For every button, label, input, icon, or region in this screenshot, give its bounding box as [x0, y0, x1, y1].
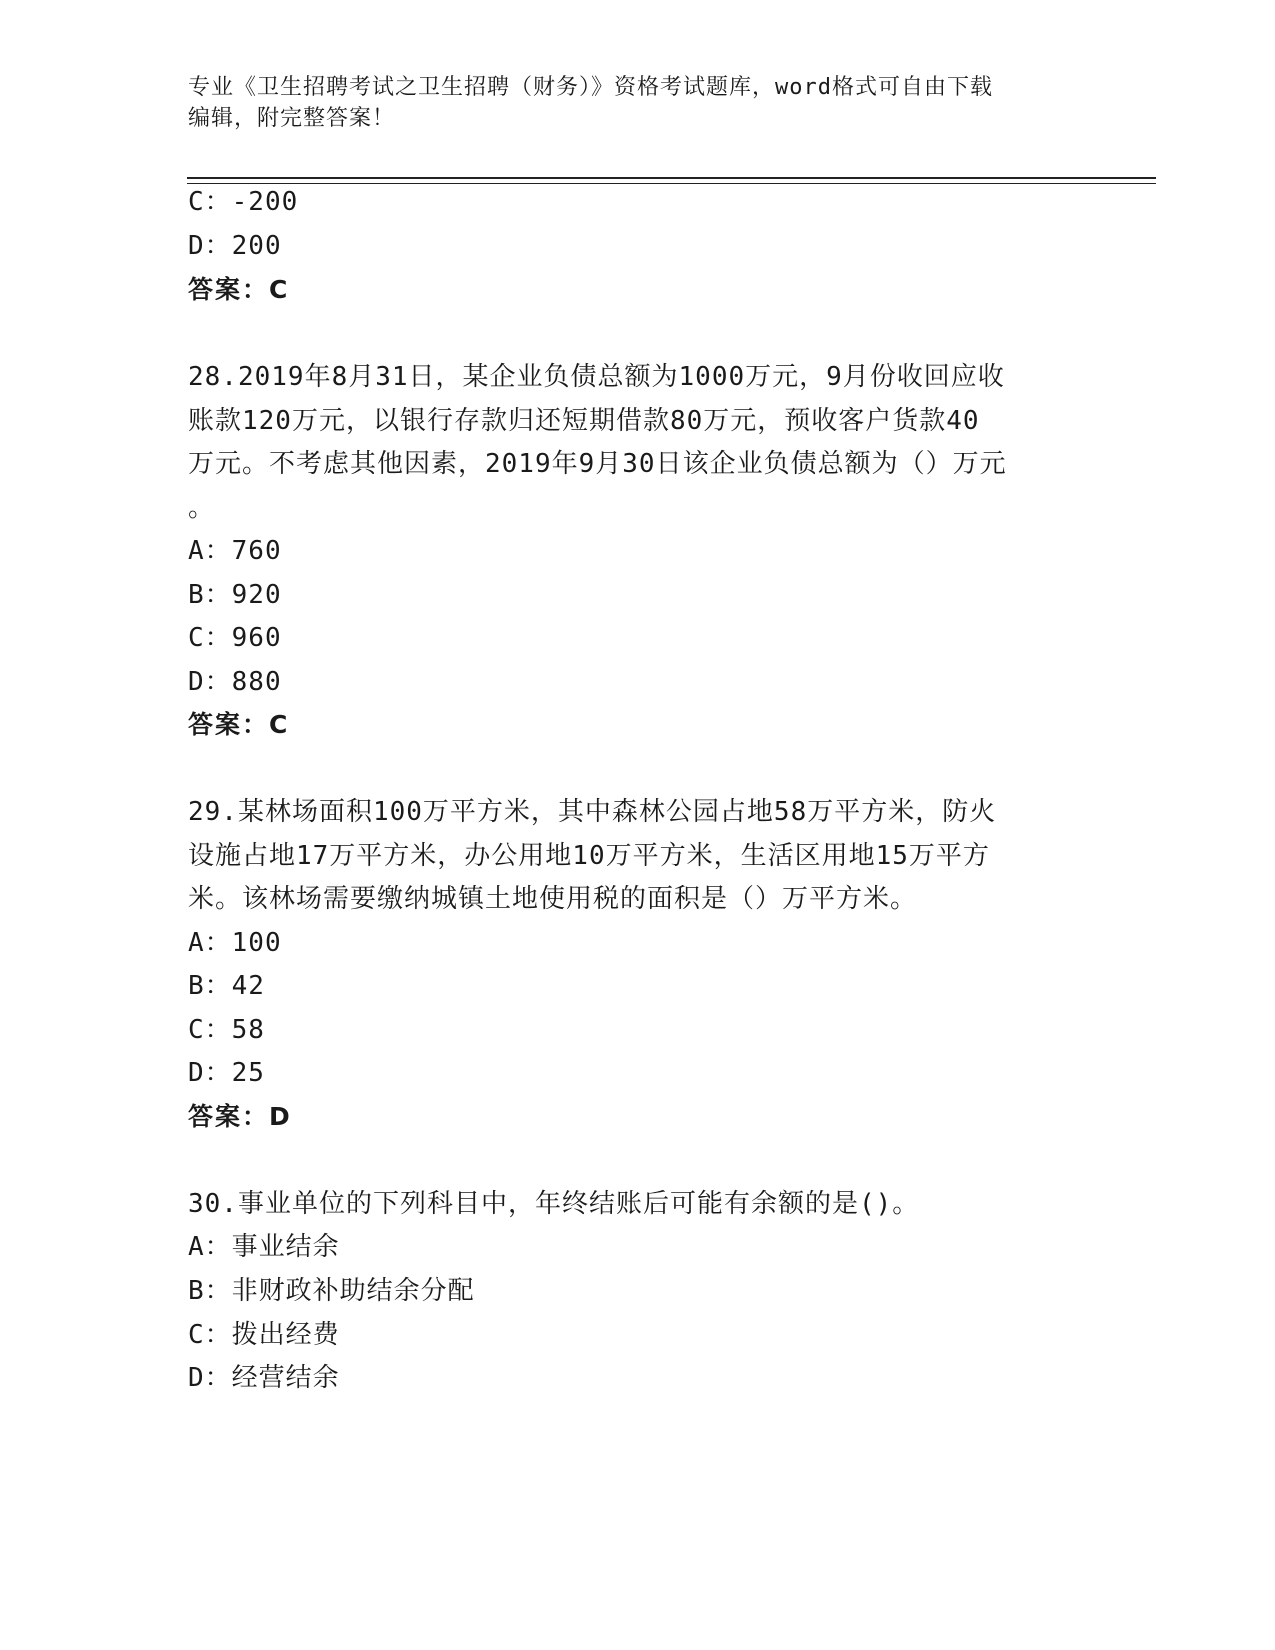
header-line-2: 编辑，附完整答案！ — [188, 106, 396, 131]
header-rule-thick — [187, 177, 1156, 179]
question-stem-line: 28.2019年8月31日，某企业负债总额为1000万元，9月份收回应收 — [188, 362, 1005, 392]
option-c: C：-200 — [188, 187, 299, 217]
option-d: D：880 — [188, 667, 282, 697]
option-d: D：经营结余 — [188, 1363, 340, 1393]
question-stem-line: 29.某林场面积100万平方米，其中森林公园占地58万平方米，防火 — [188, 797, 997, 827]
question-stem-line: 30.事业单位的下列科目中，年终结账后可能有余额的是()。 — [188, 1189, 920, 1219]
option-a: A：100 — [188, 928, 282, 958]
question-stem-line: 。 — [188, 493, 216, 523]
question-stem-line: 米。该林场需要缴纳城镇土地使用税的面积是（）万平方米。 — [188, 884, 918, 914]
header-rule-thin — [187, 183, 1156, 184]
option-d: D：200 — [188, 231, 282, 261]
answer-line: 答案：C — [188, 275, 290, 304]
option-d: D：25 — [188, 1058, 265, 1088]
option-c: C：拨出经费 — [188, 1320, 340, 1350]
option-b: B：42 — [188, 971, 265, 1001]
answer-line: 答案：D — [188, 1102, 292, 1131]
option-a: A：事业结余 — [188, 1232, 340, 1262]
header-line-1: 专业《卫生招聘考试之卫生招聘（财务）》资格考试题库，word格式可自由下载 — [188, 75, 993, 100]
question-stem-line: 设施占地17万平方米，办公用地10万平方米，生活区用地15万平方 — [188, 841, 990, 871]
question-stem-line: 账款120万元，以银行存款归还短期借款80万元，预收客户货款40 — [188, 406, 980, 436]
option-b: B：非财政补助结余分配 — [188, 1276, 475, 1306]
option-c: C：960 — [188, 623, 282, 653]
option-c: C：58 — [188, 1015, 265, 1045]
option-b: B：920 — [188, 580, 282, 610]
question-stem-line: 万元。不考虑其他因素，2019年9月30日该企业负债总额为（）万元 — [188, 449, 1007, 479]
document-header — [188, 72, 1088, 134]
option-a: A：760 — [188, 536, 282, 566]
answer-line: 答案：C — [188, 710, 290, 739]
